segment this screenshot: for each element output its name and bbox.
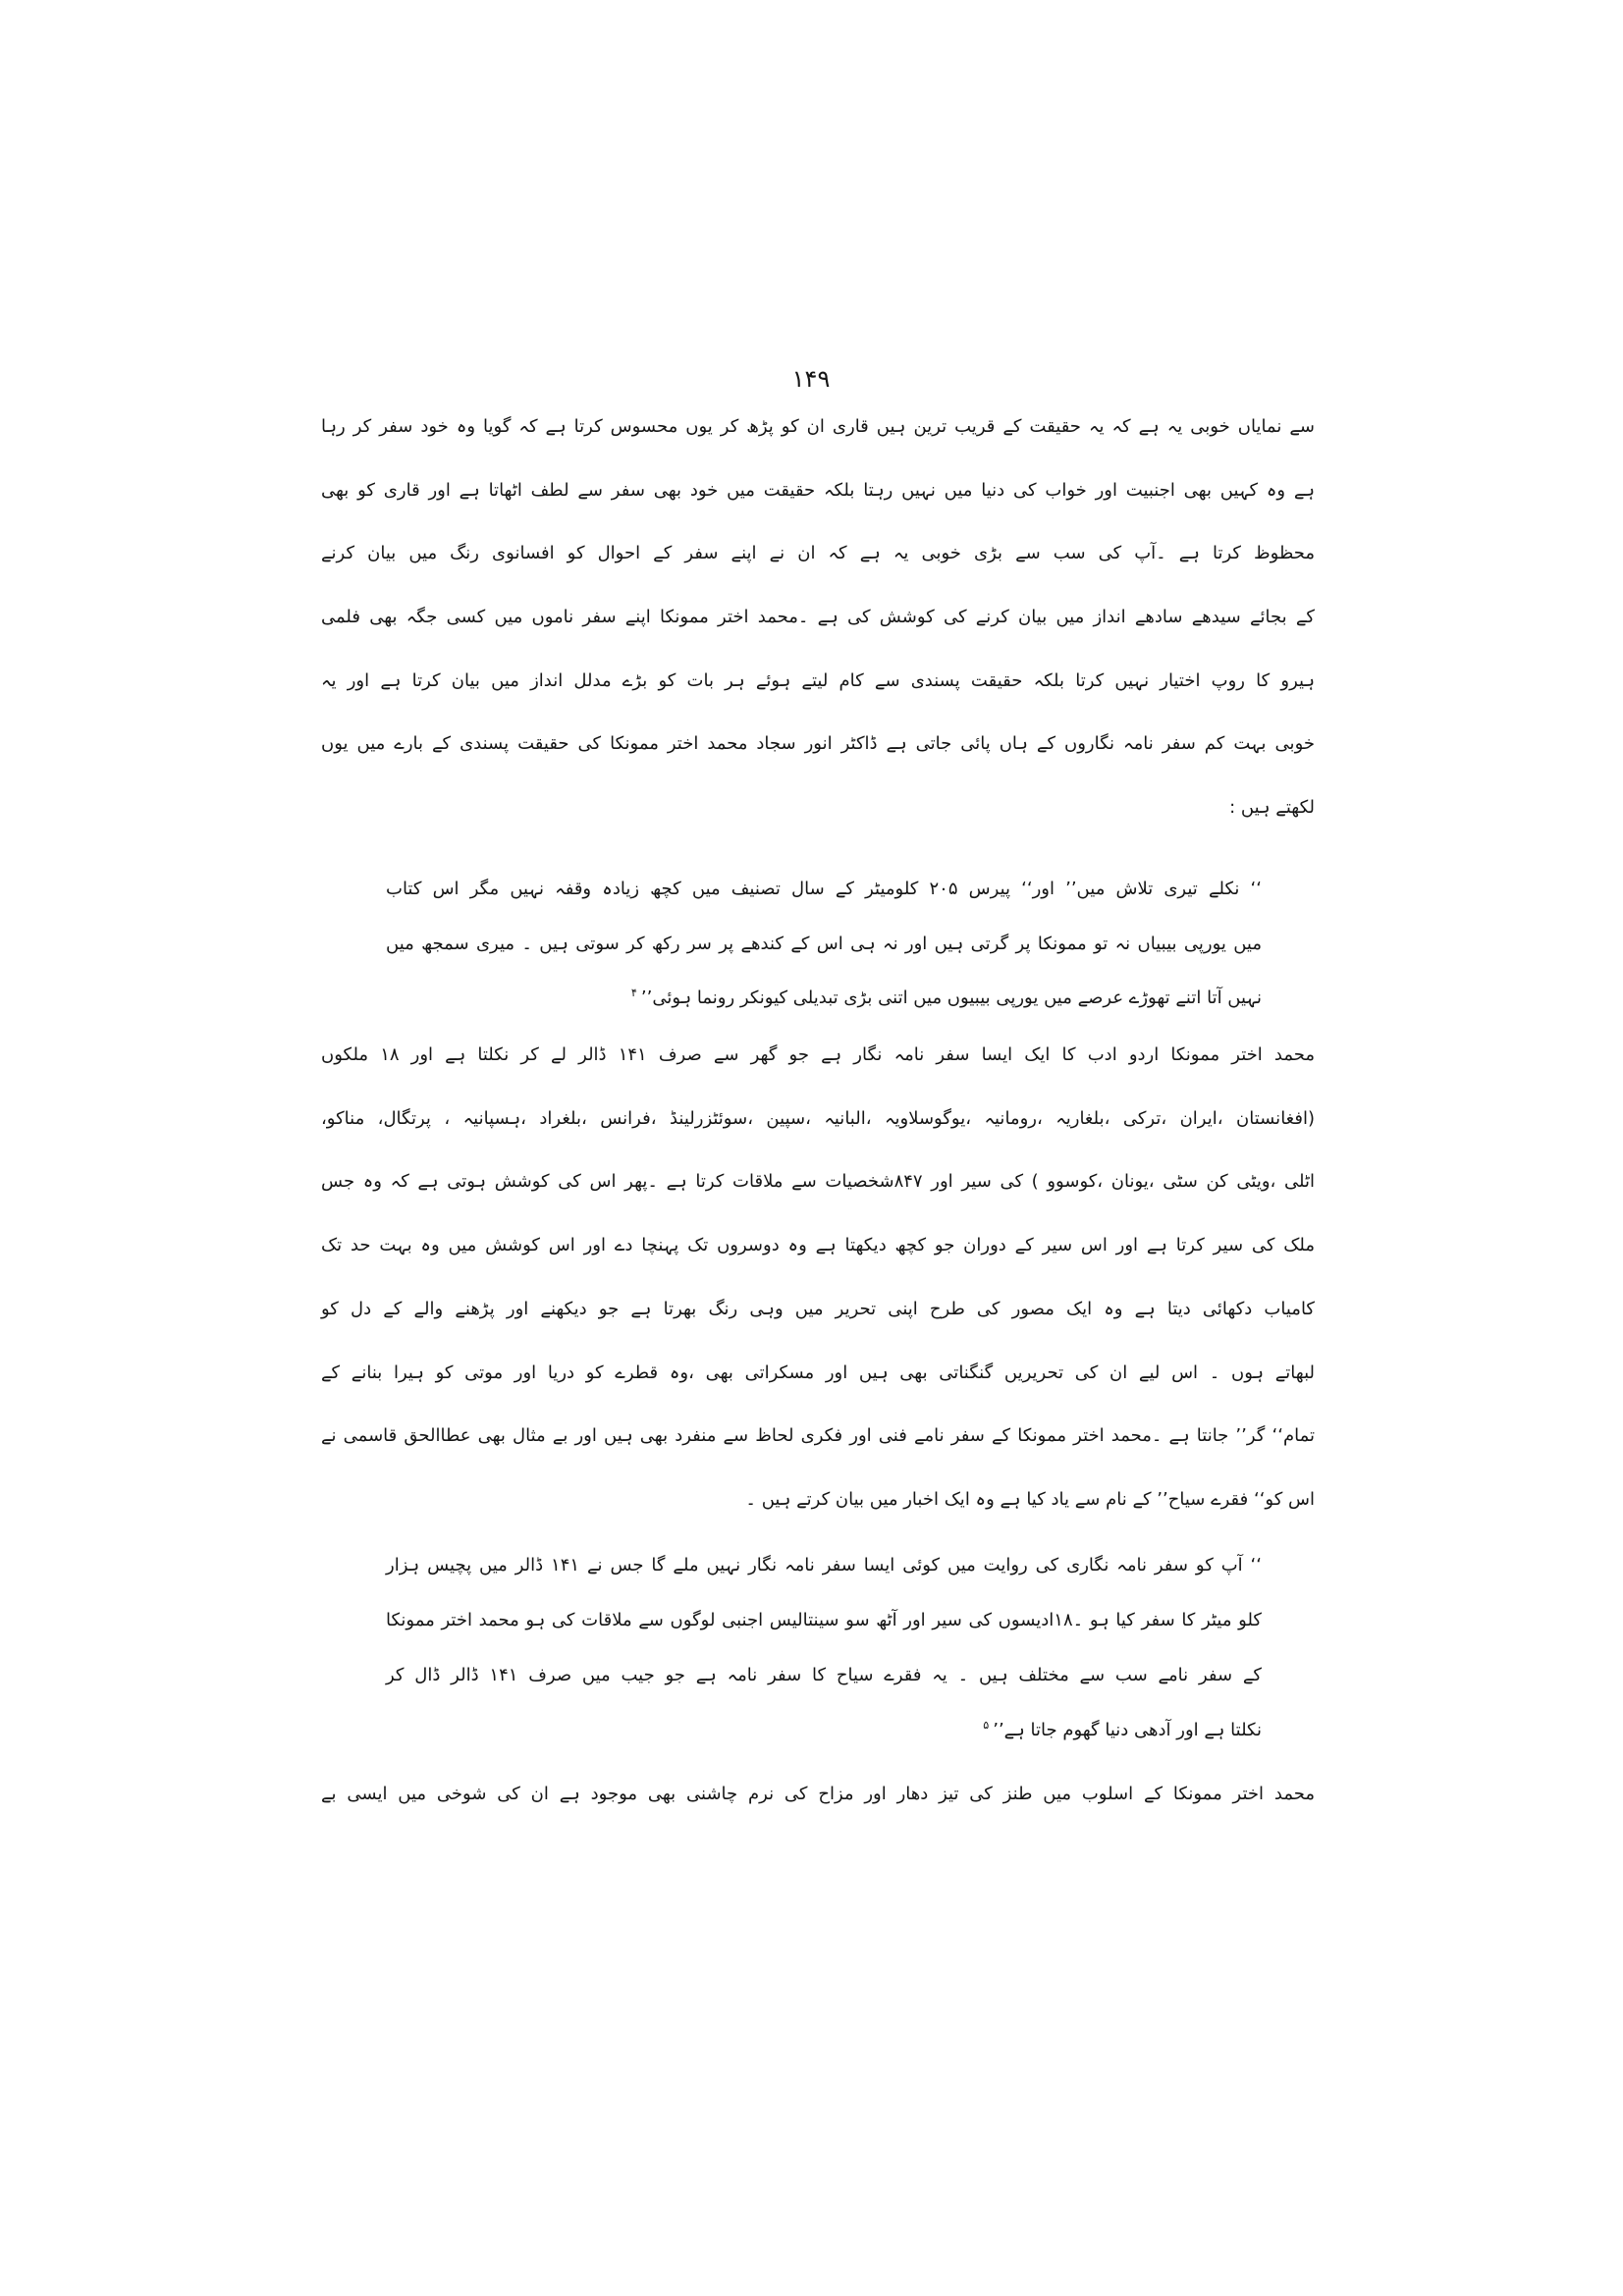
quote-line: میں یورپی بیبیاں نہ تو ممونکا پر گرتی ہیں اور نہ ہی اس کے کندھے پر سر رکھ کر سوتی ہیں ۔ میری سمجھ میں: [386, 934, 1262, 954]
paragraph-line: کامیاب دکھائی دیتا ہے وہ ایک مصور کی طرح اپنی تحریر میں وہی رنگ بھرتا ہے جو دیکھنے اور پڑھنے والے کے دل کو: [321, 1299, 1315, 1319]
paragraph-line: محظوظ کرتا ہے ۔آپ کی سب سے بڑی خوبی یہ ہے کہ ان نے اپنے سفر کے احوال کو افسانوی رنگ میں بیان کرنے: [321, 543, 1315, 563]
paragraph-line: محمد اختر ممونکا اردو ادب کا ایک ایسا سفر نامہ نگار ہے جو گھر سے صرف ۱۴۱ ڈالر لے کر نکلتا ہے اور ۱۸ ملکوں: [321, 1044, 1315, 1065]
paragraph-line: کے بجائے سیدھے سادھے انداز میں بیان کرنے کی کوشش کی ہے ۔محمد اختر ممونکا اپنے سفر ناموں میں کسی جگہ بھی فلمی: [321, 607, 1315, 627]
paragraph-line: ہے وہ کہیں بھی اجنبیت اور خواب کی دنیا میں نہیں رہتا بلکہ حقیقت میں خود بھی سفر سے لطف اٹھاتا ہے اور قاری کو بھی: [321, 480, 1315, 501]
quote-line: ‘‘ آپ کو سفر نامہ نگاری کی روایت میں کوئی ایسا سفر نامہ نگار نہیں ملے گا جس نے ۱۴۱ ڈالر میں پچیس ہزار: [386, 1555, 1262, 1575]
quote-line-text: نکلتا ہے اور آدھی دنیا گھوم جاتا ہے’’: [993, 1720, 1262, 1740]
paragraph-line: خوبی بہت کم سفر نامہ نگاروں کے ہاں پائی جاتی ہے ڈاکٹر انور سجاد محمد اختر ممونکا کی حقیقت پسندی کے بارے میں یوں: [321, 733, 1315, 754]
quote-line: کلو میٹر کا سفر کیا ہو ۔۱۸ادیسوں کی سیر اور آٹھ سو سینتالیس اجنبی لوگوں سے ملاقات کی ہو محمد اختر ممونکا: [386, 1610, 1262, 1630]
paragraph-line: اس کو‘‘ فقرے سیاح’’ کے نام سے یاد کیا ہے وہ ایک اخبار میں بیان کرتے ہیں ۔: [745, 1489, 1315, 1510]
paragraph-line: لکھتے ہیں :: [1229, 797, 1315, 818]
footnote-marker: ۵: [983, 1719, 990, 1732]
paragraph-line: (افغانستان ،ایران ،ترکی ،بلغاریہ ،رومانیہ ،یوگوسلاویہ ،البانیہ ،سپین ،سوئٹزرلینڈ ،فرانس ،بلغراد ،ہسپانیہ ، پرتگال، مناکو،: [321, 1108, 1315, 1129]
page-number: ۱۴۹: [791, 365, 831, 393]
quote-line: ‘‘ نکلے تیری تلاش میں’’ اور‘‘ پیرس ۲۰۵ کلومیٹر کے سال تصنیف میں کچھ زیادہ وقفہ نہیں مگر اس کتاب: [386, 879, 1262, 899]
paragraph-line: ہیرو کا روپ اختیار نہیں کرتا بلکہ حقیقت پسندی سے کام لیتے ہوئے ہر بات کو بڑے مدلل انداز میں بیان کرتا ہے اور یہ: [321, 670, 1315, 691]
footnote-marker: ۴: [630, 987, 637, 999]
paragraph-line: اٹلی ،ویٹی کن سٹی ،یونان ،کوسوو ) کی سیر اور ۸۴۷شخصیات سے ملاقات کرتا ہے ۔پھر اس کی کوشش ہوتی ہے کہ وہ جس: [321, 1171, 1315, 1192]
paragraph-line: سے نمایاں خوبی یہ ہے کہ یہ حقیقت کے قریب ترین ہیں قاری ان کو پڑھ کر یوں محسوس کرتا ہے کہ گویا وہ خود سفر کر رہا: [321, 416, 1315, 437]
quote-line-last: [386, 1706, 1262, 1755]
paragraph-line: محمد اختر ممونکا کے اسلوب میں طنز کی تیز دھار اور مزاح کی نرم چاشنی بھی موجود ہے ان کی شوخی میں ایسی بے: [321, 1784, 1315, 1804]
quote-line: کے سفر نامے سب سے مختلف ہیں ۔ یہ فقرے سیاح کا سفر نامہ ہے جو جیب میں صرف ۱۴۱ ڈالر ڈال کر: [386, 1665, 1262, 1685]
paragraph-line: ملک کی سیر کرتا ہے اور اس سیر کے دوران جو کچھ دیکھتا ہے وہ دوسروں تک پہنچا دے اور اس کوشش میں وہ بہت حد تک: [321, 1235, 1315, 1255]
paragraph-line: تمام‘‘ گر’’ جانتا ہے ۔محمد اختر ممونکا کے سفر نامے فنی اور فکری لحاظ سے منفرد بھی ہیں اور بے مثال بھی عطاالحق قاسمی نے: [321, 1425, 1315, 1446]
quote-line-last: [386, 974, 1262, 1023]
paragraph-line: لبھاتے ہوں ۔ اس لیے ان کی تحریریں گنگناتی بھی ہیں اور مسکراتی بھی ،وہ قطرے کو دریا اور موتی کو ہیرا بنانے کے: [321, 1362, 1315, 1383]
quote-line-text: نہیں آتا اتنے تھوڑے عرصے میں یورپی بیبیوں میں اتنی بڑی تبدیلی کیونکر رونما ہوئی’’: [640, 988, 1262, 1008]
